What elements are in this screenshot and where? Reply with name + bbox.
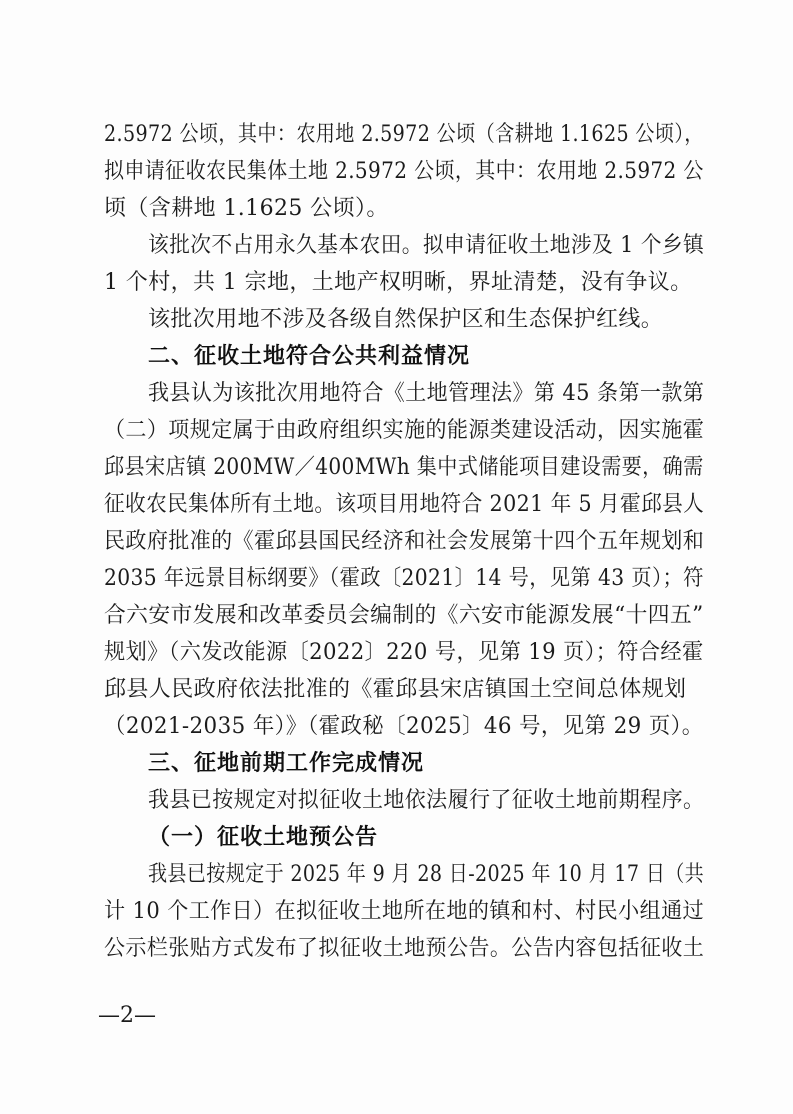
paragraph-start-line: 我县已按规定对拟征收土地依法履行了征收土地前期程序。	[148, 788, 705, 813]
section-heading: 二、征收土地符合公共利益情况	[148, 344, 471, 369]
body-line: 2035 年远景目标纲要》（霍政〔2021〕14 号，见第 43 页）；符	[104, 566, 704, 591]
body-line: 计 10 个工作日）在拟征收土地所在地的镇和村、村民小组通过	[104, 899, 705, 924]
body-line: 征收农民集体所有土地。该项目用地符合 2021 年 5 月霍邱县人	[104, 492, 705, 517]
paragraph-start-line: 我县已按规定于 2025 年 9 月 28 日-2025 年 10 月 17 日（共	[148, 862, 705, 887]
body-line: 规划》（六发改能源〔2022〕220 号，见第 19 页）；符合经霍	[104, 640, 704, 665]
paragraph-start-line: 该批次用地不涉及各级自然保护区和生态保护红线。	[148, 307, 664, 332]
body-line: 邱县宋店镇 200MW／400MWh 集中式储能项目建设需要，确需	[104, 455, 704, 480]
body-line: 1 个村，共 1 宗地，土地产权明晰，界址清楚，没有争议。	[104, 270, 693, 295]
body-line: 邱县人民政府依法批准的《霍邱县宋店镇国土空间总体规划	[104, 677, 687, 702]
body-line: （二）项规定属于由政府组织实施的能源类建设活动，因实施霍	[104, 418, 705, 443]
page-number: —2—	[98, 1003, 156, 1028]
paragraph-start-line: 该批次不占用永久基本农田。拟申请征收土地涉及 1 个乡镇	[148, 233, 705, 258]
paragraph-start-line: 我县认为该批次用地符合《土地管理法》第 45 条第一款第	[148, 381, 705, 406]
body-line: （2021-2035 年）》（霍政秘〔2025〕46 号，见第 29 页）。	[104, 714, 704, 739]
body-line: 公示栏张贴方式发布了拟征收土地预公告。公告内容包括征收土	[104, 936, 705, 961]
subsection-heading: （一）征收土地预公告	[148, 825, 379, 850]
body-line: 合六安市发展和改革委员会编制的《六安市能源发展“十四五”	[104, 603, 704, 628]
body-line: 拟申请征收农民集体土地 2.5972 公顷，其中：农用地 2.5972 公	[104, 159, 704, 184]
section-heading: 三、征地前期工作完成情况	[148, 751, 425, 776]
body-line: 2.5972 公顷，其中：农用地 2.5972 公顷（含耕地 1.1625 公顷），	[104, 122, 704, 147]
body-line: 民政府批准的《霍邱县国民经济和社会发展第十四个五年规划和	[104, 529, 705, 554]
body-line: 顷（含耕地 1.1625 公顷）。	[104, 196, 389, 221]
